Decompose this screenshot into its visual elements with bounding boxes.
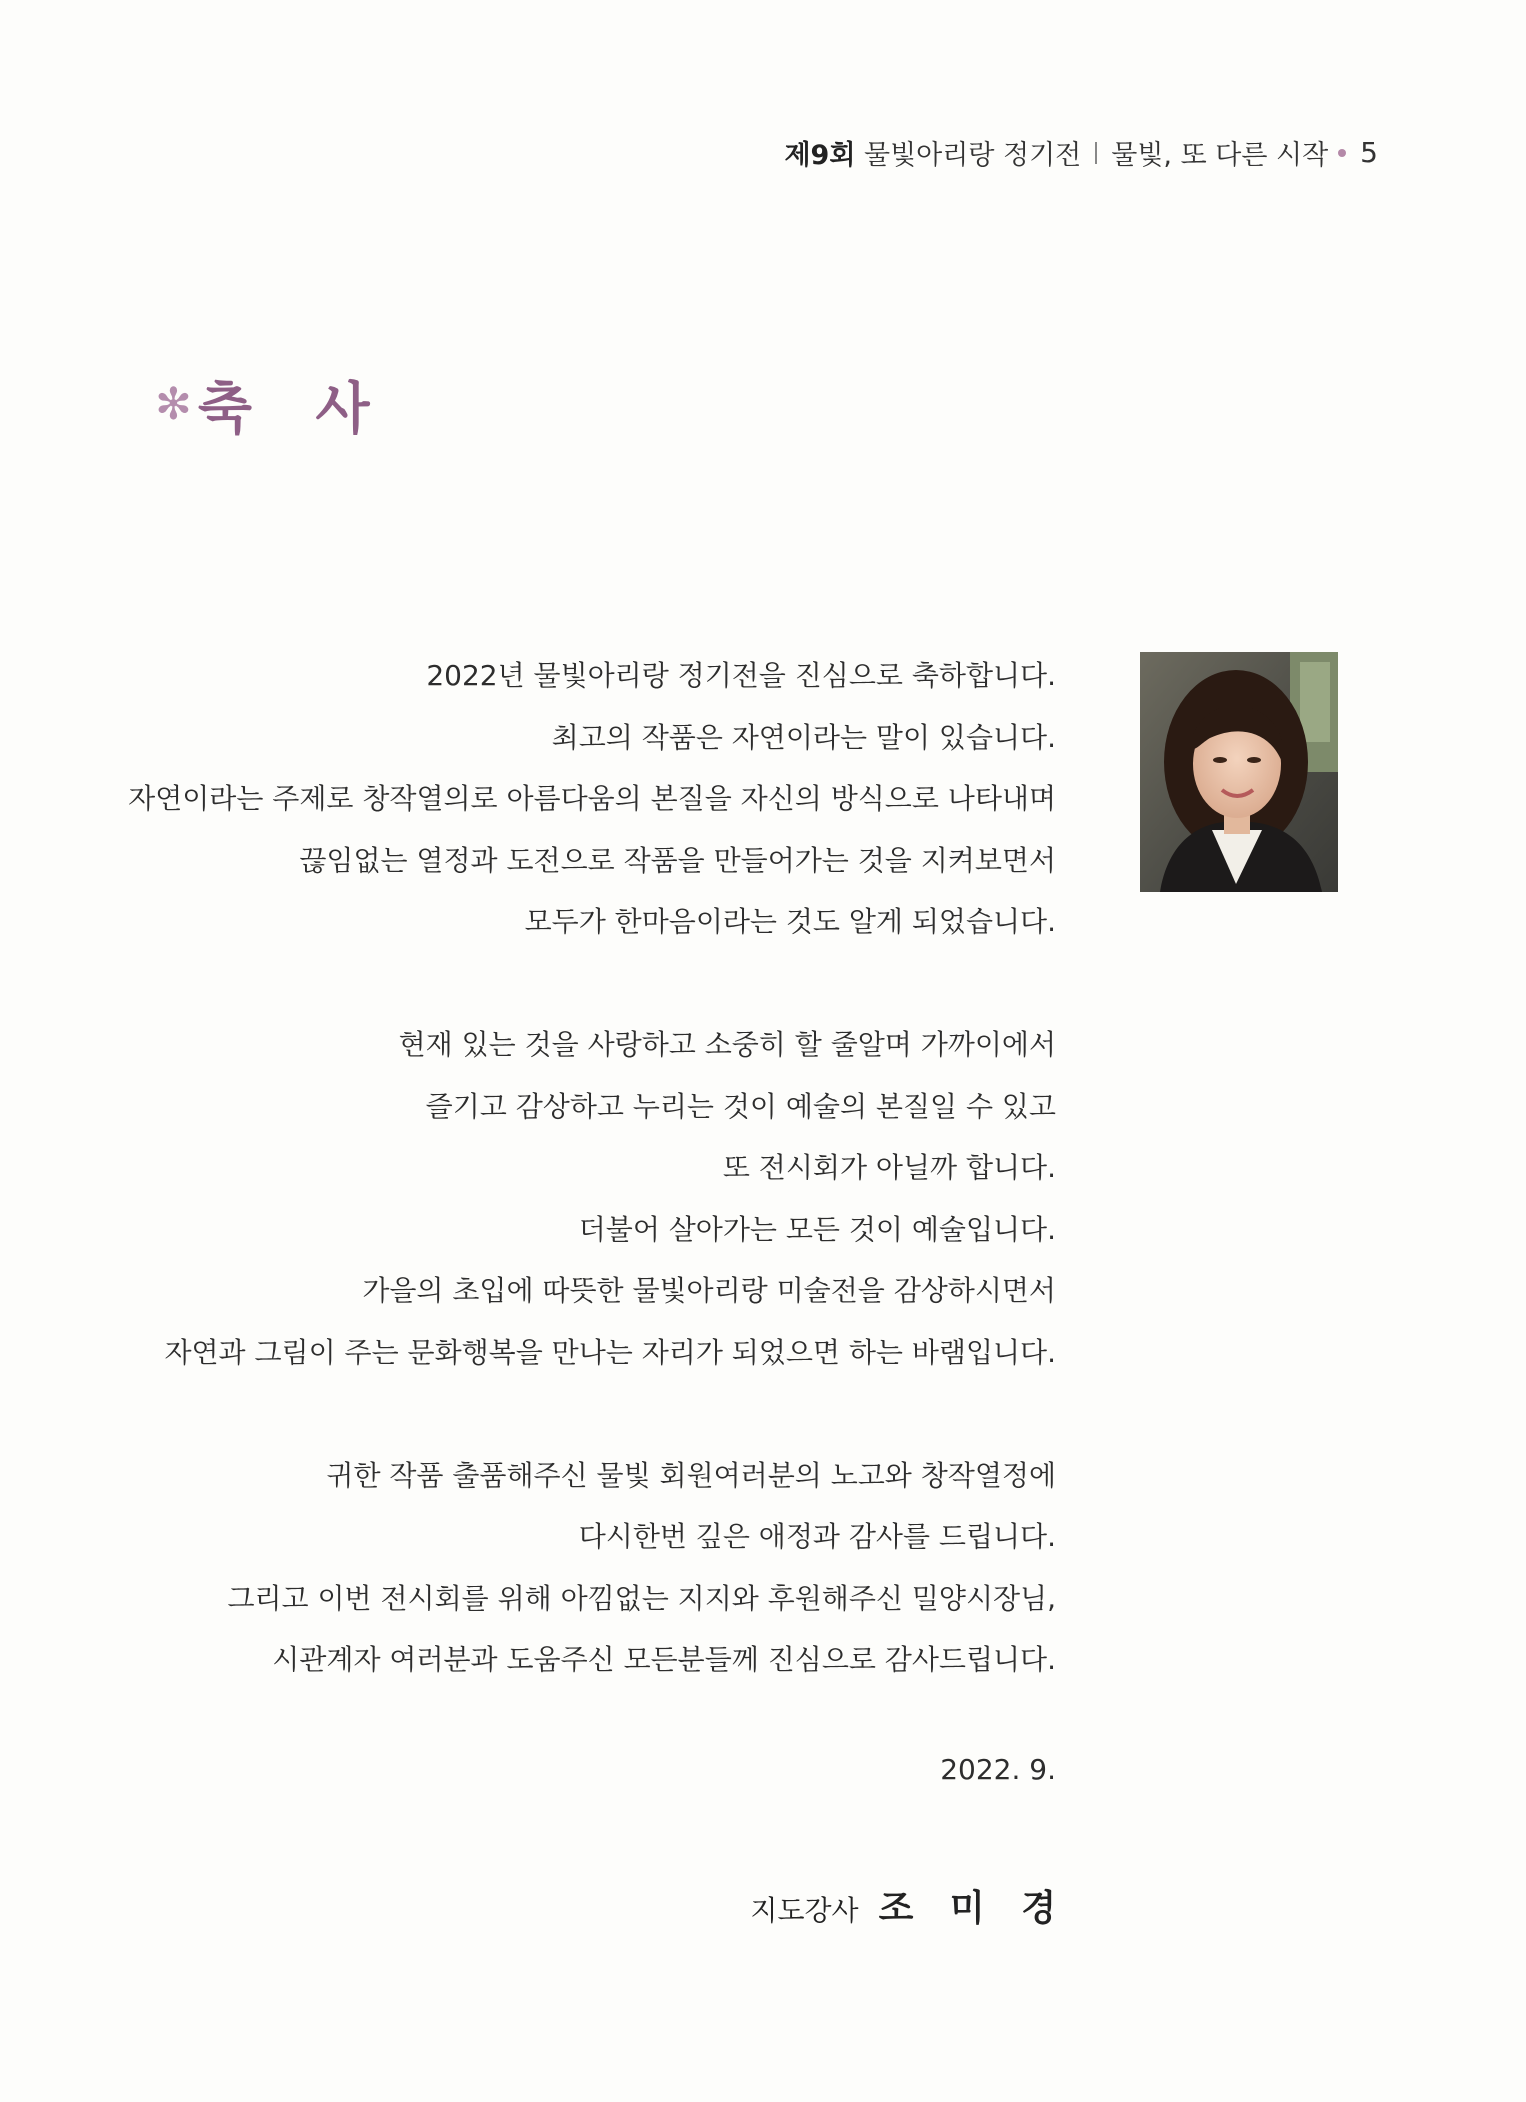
header-theme: 물빛, 또 다른 시작 bbox=[1111, 140, 1329, 171]
text-line: 끊임없는 열정과 도전으로 작품을 만들어가는 것을 지켜보면서 bbox=[299, 843, 1056, 877]
text-line: 현재 있는 것을 사랑하고 소중히 할 줄알며 가까이에서 bbox=[398, 1028, 1056, 1061]
signature-role: 지도강사 bbox=[750, 1894, 859, 1927]
text-line: 최고의 작품은 자연이라는 말이 있습니다. bbox=[551, 720, 1056, 754]
text-line: 가을의 초입에 따뜻한 물빛아리랑 미술전을 감상하시면서 bbox=[362, 1274, 1056, 1307]
text-line: 모두가 한마음이라는 것도 알게 되었습니다. bbox=[524, 905, 1056, 938]
header-dot-icon bbox=[1338, 149, 1346, 157]
text-line: 즐기고 감상하고 누리는 것이 예술의 본질일 수 있고 bbox=[425, 1089, 1056, 1123]
text-line: 더불어 살아가는 모든 것이 예술입니다. bbox=[578, 1212, 1056, 1246]
text-line: 또 전시회가 아닐까 합니다. bbox=[722, 1151, 1056, 1184]
page-number: 5 bbox=[1360, 136, 1378, 169]
signature-name: 조 미 경 bbox=[878, 1887, 1068, 1929]
paragraph-3 bbox=[116, 1445, 1056, 1691]
text-line: 귀한 작품 출품해주신 물빛 회원여러분의 노고와 창작열정에 bbox=[326, 1458, 1056, 1492]
text-line: 자연과 그림이 주는 문화행복을 만나는 자리가 되었으면 하는 바램입니다. bbox=[164, 1335, 1056, 1369]
running-header bbox=[784, 133, 1378, 172]
text-line: 다시한번 깊은 애정과 감사를 드립니다. bbox=[578, 1520, 1056, 1553]
header-issue: 제9회 bbox=[784, 140, 856, 171]
congratulatory-message bbox=[116, 645, 1056, 1691]
message-date: 2022. 9. bbox=[940, 1753, 1056, 1786]
text-line: 자연이라는 주제로 창작열의로 아름다움의 본질을 자신의 방식으로 나타내며 bbox=[128, 782, 1056, 815]
text-line: 그리고 이번 전시회를 위해 아낌없는 지지와 후원해주신 밀양시장님, bbox=[227, 1581, 1056, 1615]
portrait-image bbox=[1140, 652, 1338, 892]
page-title bbox=[155, 365, 392, 445]
signature bbox=[750, 1880, 1068, 1931]
asterisk-flower-icon: ✻ bbox=[155, 379, 192, 430]
text-line: 2022년 물빛아리랑 정기전을 진심으로 축하합니다. bbox=[426, 659, 1056, 692]
text-line: 시관계자 여러분과 도움주신 모든분들께 진심으로 감사드립니다. bbox=[272, 1643, 1056, 1676]
page-title-text: 축 사 bbox=[197, 376, 392, 442]
header-separator bbox=[1095, 142, 1097, 164]
paragraph-2 bbox=[116, 1014, 1056, 1383]
paragraph-1 bbox=[116, 645, 1056, 953]
author-portrait bbox=[1140, 652, 1338, 892]
header-exhibition: 물빛아리랑 정기전 bbox=[864, 140, 1082, 171]
